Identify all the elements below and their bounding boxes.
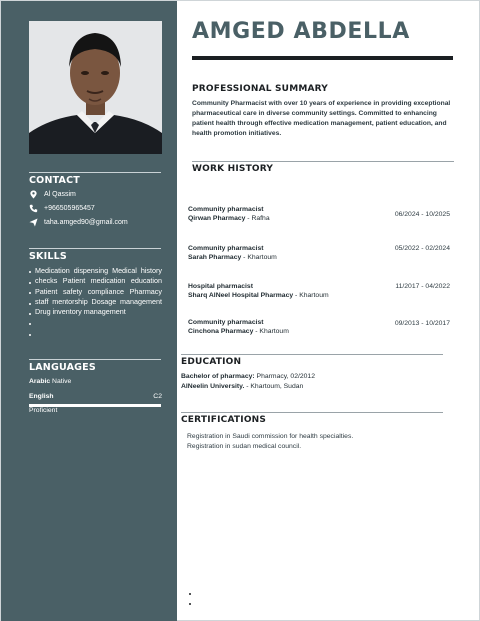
education-divider — [181, 354, 443, 355]
job-separator: - — [241, 254, 248, 261]
candidate-name: AMGED ABDELLA — [192, 19, 410, 44]
job-location: Rafha — [251, 215, 270, 222]
summary-title: PROFESSIONAL SUMMARY — [192, 84, 329, 94]
education-separator: - — [244, 383, 251, 390]
bullet-icon — [29, 282, 31, 284]
contact-phone — [29, 204, 95, 213]
skills-title: SKILLS — [29, 251, 67, 262]
language-english-code: C2 — [153, 393, 162, 400]
contact-phone-text[interactable]: +966505965457 — [44, 205, 95, 212]
summary-text: Community Pharmacist with over 10 years of experience in providing exceptional pharmaceutical care in diverse community settings. Committed to enhancing patient health through effective medication management, patient education, and health promotion initiatives. — [192, 100, 451, 138]
job-separator: - — [293, 292, 300, 299]
education-school: AlNeelin University. — [181, 383, 245, 390]
job-item — [188, 319, 453, 335]
job-location: Khartoum — [259, 328, 289, 335]
languages-title: LANGUAGES — [29, 362, 96, 373]
job-location: Khartoum — [299, 292, 329, 299]
certifications-list — [187, 432, 353, 452]
bullet-icon — [29, 323, 31, 325]
bullet-icon — [189, 603, 191, 605]
job-location: Khartoum — [247, 254, 277, 261]
location-icon — [29, 190, 38, 199]
skills-text: Medication dispensing Medical history checks Patient medication education Patient safety compliance Pharmacy staff mentorship Dosage management Drug inventory management — [35, 266, 162, 317]
job-role: Community pharmacist — [188, 245, 264, 252]
language-arabic-name: Arabic — [29, 378, 51, 385]
work-divider — [192, 161, 454, 162]
education-title: EDUCATION — [181, 357, 242, 367]
job-company: Cinchona Pharmacy — [188, 328, 254, 335]
education-entry — [181, 372, 315, 392]
skills-divider — [29, 248, 161, 249]
contact-divider — [29, 172, 161, 173]
name-underline — [192, 56, 453, 60]
job-separator: - — [253, 328, 260, 335]
work-title: WORK HISTORY — [192, 164, 274, 174]
language-arabic-level: Native — [52, 378, 72, 385]
job-item — [188, 206, 453, 222]
sidebar — [1, 1, 177, 621]
contact-title: CONTACT — [29, 175, 80, 186]
contact-location — [29, 190, 76, 199]
profile-photo — [29, 21, 162, 154]
languages-divider — [29, 359, 161, 360]
bullet-icon — [29, 334, 31, 336]
contact-email — [29, 218, 128, 227]
language-english-level: Proficient — [29, 407, 58, 414]
job-company: Sharq AlNeel Hospital Pharmacy — [188, 292, 294, 299]
job-dates: 05/2022 - 02/2024 — [394, 245, 450, 252]
job-separator: - — [245, 215, 252, 222]
bullet-icon — [29, 313, 31, 315]
job-item — [188, 283, 453, 299]
language-arabic — [29, 378, 162, 385]
education-degree-label: Bachelor of pharmacy: — [181, 373, 255, 380]
bullet-icon — [29, 271, 31, 273]
certifications-title: CERTIFICATIONS — [181, 415, 267, 425]
send-icon — [29, 218, 38, 227]
certification-item: Registration in sudan medical council. — [187, 443, 302, 450]
bullet-icon — [29, 292, 31, 294]
job-dates: 06/2024 - 10/2025 — [394, 211, 450, 218]
certification-item: Registration in Saudi commission for health specialties. — [187, 433, 354, 440]
language-english-name: English — [29, 393, 54, 400]
job-dates: 09/2013 - 10/2017 — [394, 320, 450, 327]
bullet-icon — [29, 303, 31, 305]
education-location: Khartoum, Sudan — [250, 383, 304, 390]
language-english — [29, 393, 162, 400]
certifications-divider — [181, 412, 443, 413]
job-item — [188, 245, 453, 261]
contact-location-text: Al Qassim — [44, 191, 76, 198]
contact-email-text[interactable]: taha.amged90@gmail.com — [44, 219, 128, 226]
education-degree-detail: Pharmacy, 02/2012 — [256, 373, 315, 380]
phone-icon — [29, 204, 38, 213]
job-company: Qirwan Pharmacy — [188, 215, 246, 222]
job-role: Community pharmacist — [188, 319, 264, 326]
job-company: Sarah Pharmacy — [188, 254, 242, 261]
job-role: Community pharmacist — [188, 206, 264, 213]
bullet-icon — [189, 593, 191, 595]
skills-list — [29, 266, 162, 317]
job-dates: 11/2017 - 04/2022 — [395, 283, 450, 290]
job-role: Hospital pharmacist — [188, 283, 253, 290]
profile-photo-image — [29, 21, 162, 154]
